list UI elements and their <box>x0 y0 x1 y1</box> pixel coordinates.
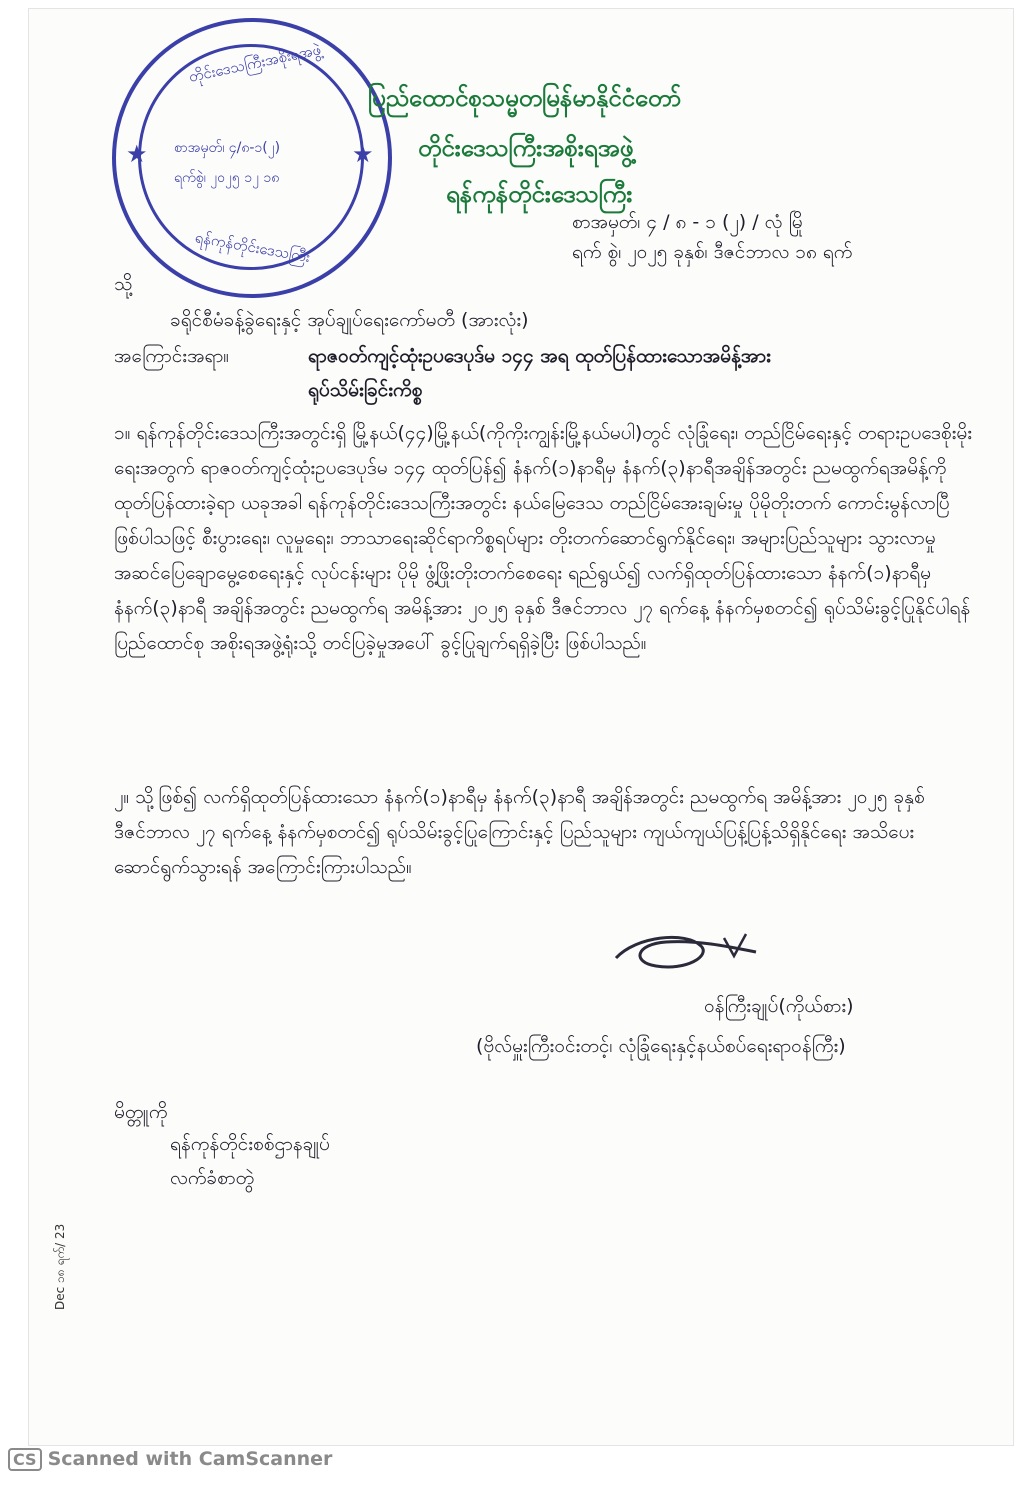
reference-date: ရက် စွဲ၊ ၂၀၂၅ ခုနှစ်၊ ဒီဇင်ဘာလ ၁၈ ရက် <box>572 241 853 263</box>
copy-to-item: ရန်ကုန်တိုင်းစစ်ဌာနချုပ် <box>170 1133 330 1155</box>
signature-mark <box>606 916 766 986</box>
to-label: သို့ <box>114 273 133 295</box>
signature-title: (ဗိုလ်မှူးကြီးဝင်းတင့်၊ လုံခြုံရေးနှင့်နယ်စပ်ရေးရာဝန်ကြီး) <box>476 1035 846 1057</box>
copy-to-item: လက်ခံစာတွဲ <box>170 1167 255 1189</box>
letterhead-line2: တိုင်းဒေသကြီးအစိုးရအဖွဲ့ <box>418 134 634 162</box>
scanner-text: Scanned with CamScanner <box>47 1448 333 1470</box>
body-paragraph-2: ၂။ သို့ဖြစ်၍ လက်ရှိထုတ်ပြန်ထားသော နံနက်(၁)နာရီမှ နံနက်(၃)နာရီ အချိန်အတွင်း ညမထွက်ရ အမိန့်အား ၂၀၂၅ ခုနှစ် ဒီဇင်ဘာလ ၂၇ ရက်နေ့ နံနက်မှစတင်၍ ရုပ်သိမ်းခွင့်ပြုကြောင်းနှင့် ပြည်သူများ ကျယ်ကျယ်ပြန့်ပြန့်သိရှိနိုင်ရေး အသိပေးဆောင်ရွက်သွားရန် အကြောင်းကြားပါသည်။ <box>114 786 925 878</box>
signature-name: ဝန်ကြီးချုပ်(ကိုယ်စား) <box>704 995 854 1017</box>
letterhead-line1: ပြည်ထောင်စုသမ္မတမြန်မာနိုင်ငံတော် <box>368 84 682 112</box>
margin-date-note: Dec ၁၈ ရက်/ 23 <box>53 1223 67 1310</box>
recipient: ခရိုင်စီမံခန့်ခွဲရေးနှင့် အုပ်ချုပ်ရေးကော်မတီ (အားလုံး) <box>170 309 529 331</box>
subject-line1: ရာဇဝတ်ကျင့်ထုံးဥပဒေပုဒ်မ ၁၄၄ အရ ထုတ်ပြန်ထားသောအမိန့်အား <box>308 345 771 367</box>
seal-bottom-text: ရန်ကုန်တိုင်းဒေသကြီး <box>193 228 312 267</box>
seal-top-text: တိုင်းဒေသကြီးအစိုးရအဖွဲ့ <box>187 40 323 86</box>
official-seal <box>112 18 392 298</box>
seal-date-line: ရက်စွဲ၊ ၂၀၂၅ ၁၂ ၁၈ <box>174 170 280 186</box>
seal-ref-line: စာအမှတ်၊ ၄/၈-၁(၂) <box>174 140 281 156</box>
body-paragraph-1: ၁။ ရန်ကုန်တိုင်းဒေသကြီးအတွင်းရှိ မြို့နယ်(၄၄)မြို့နယ်(ကိုကိုးကျွန်းမြို့နယ်မပါ)တွင် လုံခြုံရေး၊ တည်ငြိမ်ရေးနှင့် တရားဥပဒေစိုးမိုးရေးအတွက် ရာဇဝတ်ကျင့်ထုံးဥပဒေပုဒ်မ ၁၄၄ ထုတ်ပြန်၍ နံနက်(၁)နာရီမှ နံနက်(၃)နာရီအချိန်အတွင်း ညမထွက်ရအမိန့်ကို ထုတ်ပြန်ထားခဲ့ရာ ယခုအခါ ရန်ကုန်တိုင်းဒေသကြီးအတွင်း နယ်မြေဒေသ တည်ငြိမ်အေးချမ်းမှု ပိုမိုတိုးတက် ကောင်းမွန်လာပြီ ဖြစ်ပါသဖြင့် စီးပွားရေး၊ လူမှုရေး၊ ဘာသာရေးဆိုင်ရာကိစ္စရပ်များ တိုးတက်ဆောင်ရွက်နိုင်ရေး၊ အများပြည်သူများ သွားလာမှု အဆင်ပြေချောမွေ့စေရေးနှင့် လုပ်ငန်းများ ပိုမို ဖွံ့ဖြိုးတိုးတက်စေရေး ရည်ရွယ်၍ လက်ရှိထုတ်ပြန်ထားသော နံနက်(၁)နာရီမှ နံနက်(၃)နာရီ အချိန်အတွင်း ညမထွက်ရ အမိန့်အား ၂၀၂၅ ခုနှစ် ဒီဇင်ဘာလ ၂၇ ရက်နေ့ နံနက်မှစတင်၍ ရုပ်သိမ်းခွင့်ပြုနိုင်ပါရန် ပြည်ထောင်စု အစိုးရအဖွဲ့ရုံးသို့ တင်ပြခဲ့မှုအပေါ် ခွင့်ပြုချက်ရရှိခဲ့ပြီး ဖြစ်ပါသည်။ <box>114 422 973 654</box>
letterhead-line3: ရန်ကုန်တိုင်းဒေသကြီး <box>446 180 633 208</box>
scanner-watermark <box>8 1448 332 1471</box>
copy-to-label: မိတ္တူကို <box>114 1101 168 1123</box>
star-icon: ★ <box>352 140 374 168</box>
subject-label: အကြောင်းအရာ။ <box>114 345 230 367</box>
reference-number: စာအမှတ်၊ ၄ / ၈ - ၁ (၂) / လုံ မြို <box>572 211 803 233</box>
star-icon: ★ <box>126 140 148 168</box>
camscanner-icon: CS <box>8 1448 42 1471</box>
subject-line2: ရုပ်သိမ်းခြင်းကိစ္စ <box>308 379 423 401</box>
